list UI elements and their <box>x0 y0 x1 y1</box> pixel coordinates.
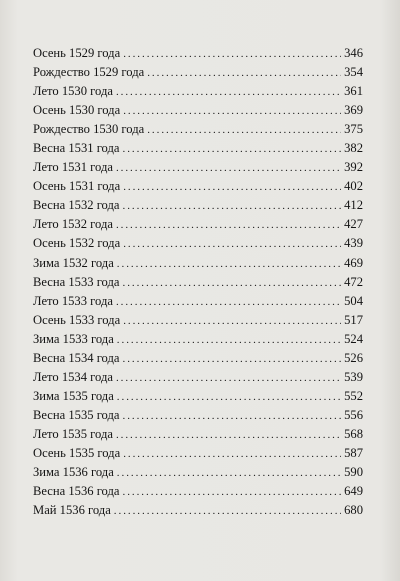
toc-entry-page: 649 <box>344 484 363 499</box>
toc-entry-title: Лето 1535 года <box>33 426 113 441</box>
toc-entry-title: Осень 1530 года <box>33 103 121 118</box>
dot-leader <box>116 159 341 178</box>
toc-entry-title: Зима 1536 года <box>33 465 114 480</box>
toc-entry-title: Осень 1531 года <box>33 179 121 194</box>
toc-entry <box>33 44 363 63</box>
dot-leader <box>117 388 341 407</box>
toc-entry-page: 375 <box>344 122 363 137</box>
toc-entry-title: Зима 1535 года <box>33 388 114 403</box>
toc-entry-title: Рождество 1529 года <box>33 65 145 80</box>
toc-entry <box>33 368 363 387</box>
toc-entry <box>33 349 363 368</box>
toc-entry-page: 539 <box>344 369 363 384</box>
toc-entry-page: 427 <box>344 217 363 232</box>
dot-leader <box>123 45 341 64</box>
toc-entry-page: 439 <box>344 236 363 251</box>
toc-entry <box>33 273 363 292</box>
toc-entry-title: Весна 1535 года <box>33 407 120 422</box>
dot-leader <box>123 445 341 464</box>
toc-entry <box>33 406 363 425</box>
dot-leader <box>123 407 342 426</box>
dot-leader <box>114 502 341 521</box>
toc-entry-page: 402 <box>344 179 363 194</box>
toc-entry <box>33 101 363 120</box>
dot-leader <box>116 83 341 102</box>
toc-entry-title: Весна 1532 года <box>33 198 120 213</box>
toc-entry <box>33 82 363 101</box>
dot-leader <box>123 312 341 331</box>
toc-entry <box>33 482 363 501</box>
dot-leader <box>123 140 342 159</box>
dot-leader <box>123 350 342 369</box>
dot-leader <box>117 331 341 350</box>
dot-leader <box>116 293 341 312</box>
toc-entry <box>33 330 363 349</box>
toc-entry-title: Лето 1532 года <box>33 217 113 232</box>
toc-entry-page: 412 <box>344 198 363 213</box>
toc-entry-title: Весна 1531 года <box>33 141 120 156</box>
toc-entry-page: 361 <box>344 84 363 99</box>
toc-entry-page: 587 <box>344 445 363 460</box>
dot-leader <box>147 64 341 83</box>
toc-entry-title: Весна 1534 года <box>33 350 120 365</box>
toc-entry-title: Лето 1531 года <box>33 160 113 175</box>
toc-entry-page: 556 <box>344 407 363 422</box>
toc-entry-title: Лето 1530 года <box>33 84 113 99</box>
toc-entry-page: 472 <box>344 274 363 289</box>
toc-entry-page: 354 <box>344 65 363 80</box>
toc-entry-page: 680 <box>344 503 363 518</box>
toc-entry-page: 469 <box>344 255 363 270</box>
toc-entry-page: 524 <box>344 331 363 346</box>
toc-entry-page: 552 <box>344 388 363 403</box>
toc-entry <box>33 463 363 482</box>
dot-leader <box>116 216 341 235</box>
dot-leader <box>116 426 341 445</box>
toc-entry-page: 526 <box>344 350 363 365</box>
toc-entry-title: Май 1536 года <box>33 503 111 518</box>
toc-entry <box>33 444 363 463</box>
toc-entry <box>33 139 363 158</box>
toc-entry-page: 392 <box>344 160 363 175</box>
toc-entry-page: 590 <box>344 465 363 480</box>
dot-leader <box>117 464 341 483</box>
toc-entry-title: Осень 1532 года <box>33 236 121 251</box>
toc-entry-title: Весна 1533 года <box>33 274 120 289</box>
toc-entry <box>33 292 363 311</box>
toc-entry-page: 346 <box>344 46 363 60</box>
toc-entry-title: Зима 1533 года <box>33 331 114 346</box>
toc-entry-page: 369 <box>344 103 363 118</box>
toc-entry <box>33 196 363 215</box>
table-of-contents <box>33 44 363 520</box>
toc-entry-page: 568 <box>344 426 363 441</box>
toc-entry <box>33 120 363 139</box>
toc-entry-title: Осень 1533 года <box>33 312 121 327</box>
toc-entry <box>33 234 363 253</box>
toc-entry <box>33 254 363 273</box>
toc-entry <box>33 177 363 196</box>
toc-entry-page: 382 <box>344 141 363 156</box>
dot-leader <box>123 274 342 293</box>
dot-leader <box>117 255 341 274</box>
toc-entry <box>33 158 363 177</box>
toc-entry <box>33 215 363 234</box>
toc-entry-title: Лето 1534 года <box>33 369 113 384</box>
toc-entry <box>33 425 363 444</box>
toc-entry <box>33 501 363 520</box>
dot-leader <box>147 121 341 140</box>
toc-entry-title: Рождество 1530 года <box>33 122 145 137</box>
toc-entry <box>33 311 363 330</box>
toc-entry <box>33 387 363 406</box>
toc-entry-page: 517 <box>344 312 363 327</box>
toc-entry-title: Зима 1532 года <box>33 255 114 270</box>
toc-entry <box>33 63 363 82</box>
dot-leader <box>123 483 342 502</box>
toc-entry-title: Лето 1533 года <box>33 293 113 308</box>
toc-entry-page: 504 <box>344 293 363 308</box>
dot-leader <box>123 235 341 254</box>
dot-leader <box>123 102 341 121</box>
toc-entry-title: Весна 1536 года <box>33 484 120 499</box>
toc-entry-title: Осень 1535 года <box>33 445 121 460</box>
dot-leader <box>123 197 342 216</box>
dot-leader <box>116 369 341 388</box>
dot-leader <box>123 178 341 197</box>
toc-entry-title: Осень 1529 года <box>33 46 121 60</box>
